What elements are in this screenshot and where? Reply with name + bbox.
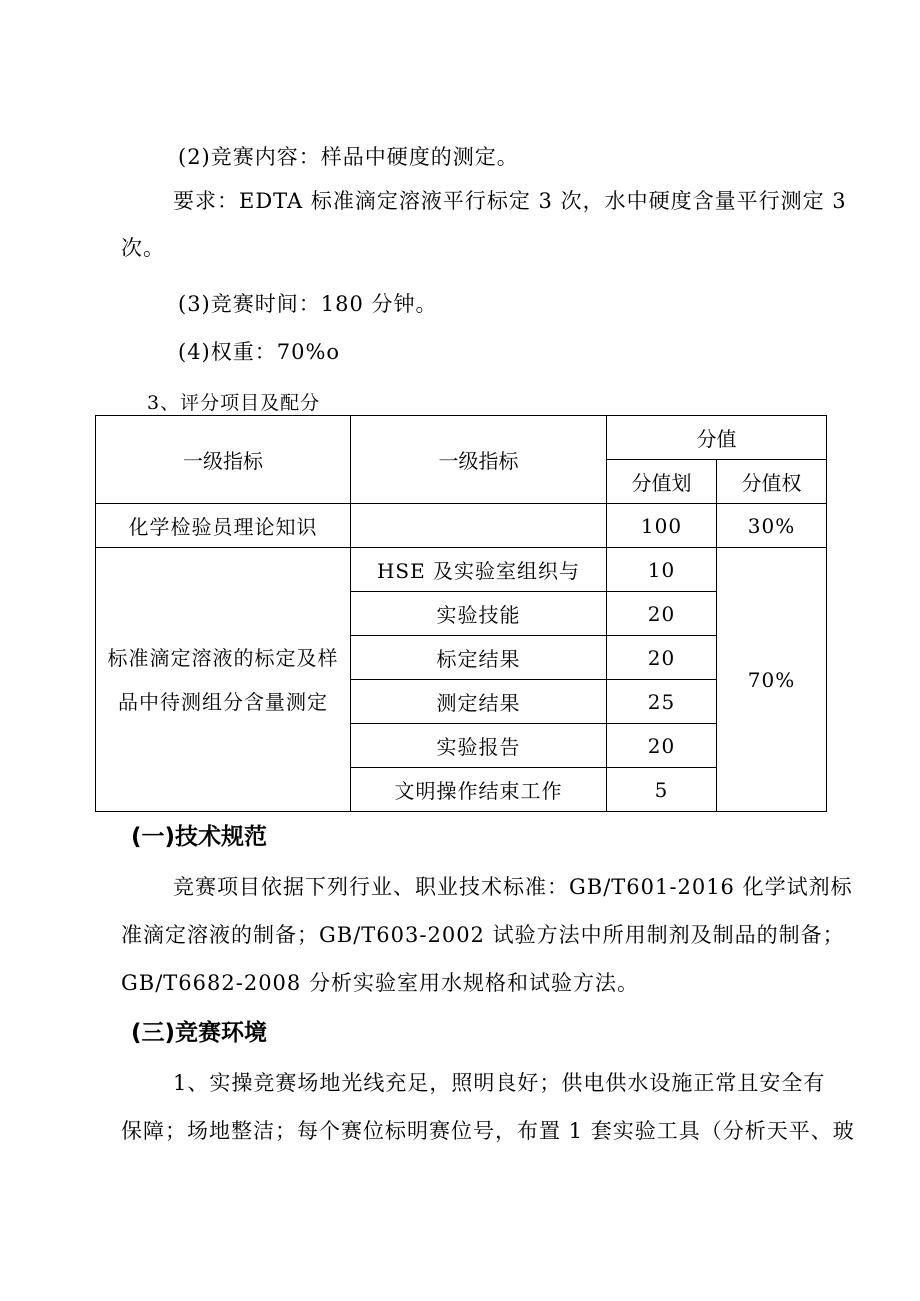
- env-paragraph-line2: 保障；场地整洁；每个赛位标明赛位号，布置 1 套实验工具（分析天平、玻: [121, 1119, 855, 1143]
- tech-paragraph-line3: GB/T6682-2008 分析实验室用水规格和试验方法。: [121, 971, 639, 995]
- cell-practical-indicator: [96, 548, 351, 812]
- table-row: [96, 548, 827, 592]
- cell-theory-score: 100: [607, 504, 717, 548]
- section-scoring-title: 3、评分项目及配分: [147, 392, 321, 414]
- cell-item-name: 实验技能: [351, 592, 607, 636]
- table-row: [96, 504, 827, 548]
- header-score-weight: 分值权: [717, 460, 827, 504]
- practical-indicator-line1: 标准滴定溶液的标定及样: [107, 645, 339, 670]
- paragraph-competition-time: (3)竞赛时间：180 分钟。: [178, 292, 438, 316]
- env-paragraph-line1: 1、实操竞赛场地光线充足，照明良好；供电供水设施正常且安全有: [173, 1071, 826, 1095]
- paragraph-weight: (4)权重：70%o: [178, 340, 341, 364]
- cell-item-name: HSE 及实验室组织与: [351, 548, 607, 592]
- heading-competition-environment: (三)竞赛环境: [131, 1020, 268, 1046]
- header-score-group: 分值: [607, 416, 827, 460]
- cell-item-name: 文明操作结束工作: [351, 768, 607, 812]
- cell-item-name: 实验报告: [351, 724, 607, 768]
- cell-theory-indicator: 化学检验员理论知识: [96, 504, 351, 548]
- practical-indicator-line2: 品中待测组分含量测定: [118, 689, 328, 714]
- cell-item-score: 20: [607, 592, 717, 636]
- cell-item-score: 20: [607, 636, 717, 680]
- cell-practical-weight: 70%: [717, 548, 827, 812]
- cell-item-name: 标定结果: [351, 636, 607, 680]
- cell-item-name: 测定结果: [351, 680, 607, 724]
- tech-paragraph-line2: 准滴定溶液的制备；GB/T603-2002 试验方法中所用制剂及制品的制备；: [121, 923, 845, 947]
- heading-technical-standards: (一)技术规范: [131, 824, 268, 850]
- header-primary-indicator: 一级指标: [96, 416, 351, 504]
- paragraph-requirement-line1: 要求：EDTA 标准滴定溶液平行标定 3 次，水中硬度含量平行测定 3: [173, 189, 847, 213]
- tech-paragraph-line1: 竞赛项目依据下列行业、职业技术标准：GB/T601-2016 化学试剂标: [173, 875, 853, 899]
- paragraph-competition-content: (2)竞赛内容：样品中硬度的测定。: [178, 145, 519, 169]
- cell-theory-weight: 30%: [717, 504, 827, 548]
- header-score-allocation: 分值划: [607, 460, 717, 504]
- cell-item-score: 25: [607, 680, 717, 724]
- cell-item-score: 10: [607, 548, 717, 592]
- scoring-table: [95, 415, 827, 812]
- cell-theory-sub: [351, 504, 607, 548]
- cell-item-score: 5: [607, 768, 717, 812]
- cell-item-score: 20: [607, 724, 717, 768]
- header-secondary-indicator: 一级指标: [351, 416, 607, 504]
- paragraph-requirement-line2: 次。: [121, 236, 165, 260]
